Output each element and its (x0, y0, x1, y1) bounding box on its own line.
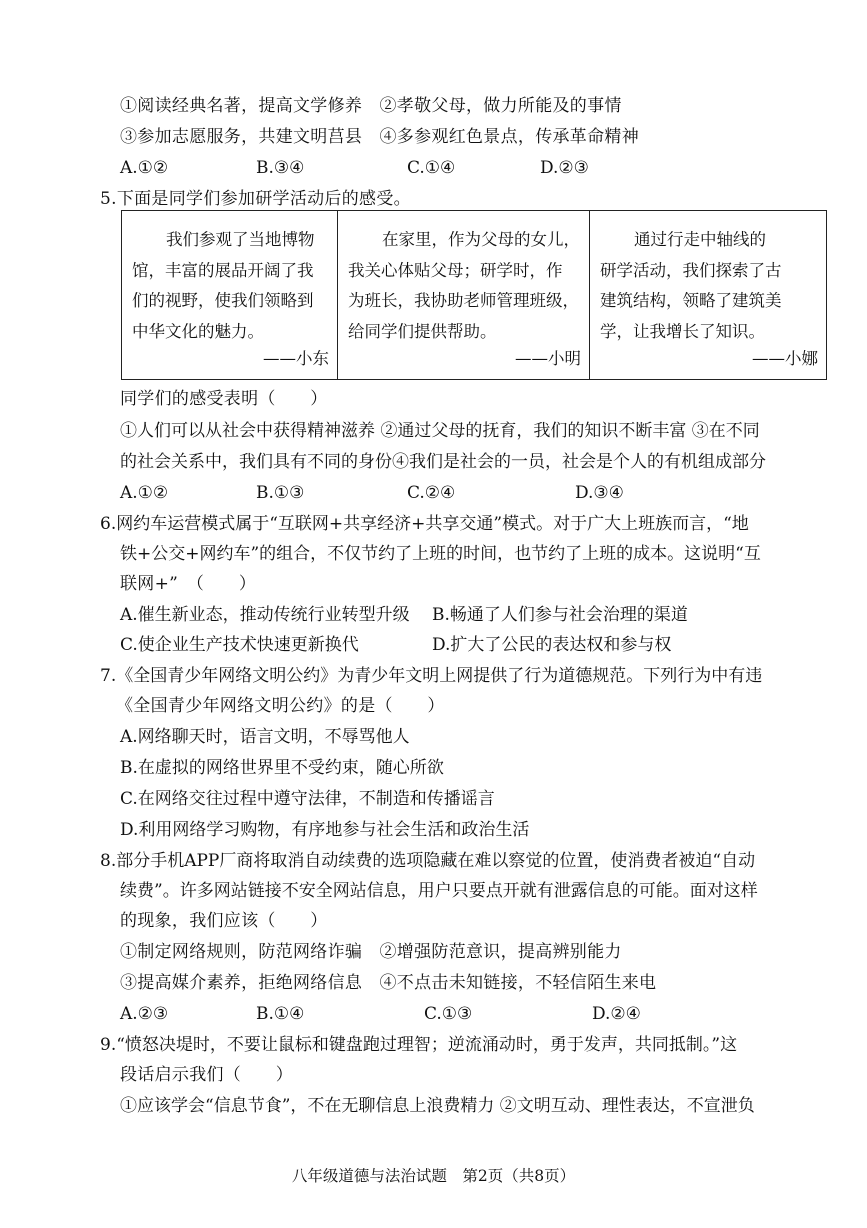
q4-choice-c: C.①④ (407, 158, 456, 178)
q5-options-line1: ①人们可以从社会中获得精神滋养 ②通过父母的抚育，我们的知识不断丰富 ③在不同 (120, 421, 760, 441)
q7-option-d: D.利用网络学习购物，有序地参与社会生活和政治生活 (120, 820, 530, 840)
q5-cell-xiaoming: 在家里，作为父母的女儿， 我关心体贴父母；研学时，作 为班长，我协助老师管理班级， 给同学们提供帮助。 ——小明 (338, 211, 590, 380)
q6-option-d: D.扩大了公民的表达权和参与权 (432, 635, 672, 655)
q5-cell-xiaodong: 我们参观了当地博物 馆，丰富的展品开阔了我 们的视野，使我们领略到 中华文化的魅力。 ——小东 (122, 211, 338, 380)
q5-cell-xiaona: 通过行走中轴线的 研学活动，我们探索了古 建筑结构，领略了建筑美 学，让我增长了知识。 ——小娜 (590, 211, 827, 380)
q7-option-a: A.网络聊天时，语言文明，不辱骂他人 (120, 727, 410, 747)
q6-stem-line2: 铁+公交+网约车”的组合，不仅节约了上班的时间，也节约了上班的成本。这说明“互 (120, 544, 761, 564)
q9-stem-line2: 段话启示我们（ ） (120, 1065, 293, 1085)
q7-option-c: C.在网络交往过程中遵守法律，不制造和传播谣言 (120, 789, 495, 809)
q8-choice-b: B.①④ (256, 1004, 305, 1024)
q8-stem-line2: 续费”。许多网站链接不安全网站信息，用户只要点开就有泄露信息的可能。面对这样 (120, 881, 758, 901)
q4-options-line1: ①阅读经典名著，提高文学修养 ②孝敬父母，做力所能及的事情 (120, 96, 622, 116)
q5-options-line2: 的社会关系中，我们具有不同的身份④我们是社会的一员，社会是个人的有机组成部分 (120, 452, 766, 472)
q9-stem-line1: 9.“愤怒决堤时，不要让鼠标和键盘跑过理智；逆流涌动时，勇于发声，共同抵制。”这 (100, 1035, 738, 1055)
q4-choice-d: D.②③ (540, 158, 589, 178)
q4-options-line2: ③参加志愿服务，共建文明莒县 ④多参观红色景点，传承革命精神 (120, 127, 639, 147)
q4-choice-b: B.③④ (256, 158, 305, 178)
q5-choice-d: D.③④ (575, 483, 624, 503)
q8-options-line2: ③提高媒介素养，拒绝网络信息 ④不点击未知链接，不轻信陌生来电 (120, 973, 657, 993)
q6-stem-line3: 联网+” （ ） (120, 574, 257, 594)
q8-choice-c: C.①③ (424, 1004, 473, 1024)
q5-author-xiaona: ——小娜 (752, 349, 818, 368)
q5-choice-b: B.①③ (256, 483, 305, 503)
q8-stem-line1: 8.部分手机APP厂商将取消自动续费的选项隐藏在难以察觉的位置，使消费者被迫“自动 (100, 851, 756, 871)
q5-experience-table (121, 210, 827, 380)
q8-choice-a: A.②③ (120, 1004, 169, 1024)
q8-choice-d: D.②④ (592, 1004, 641, 1024)
q8-options-line1: ①制定网络规则，防范网络诈骗 ②增强防范意识，提高辨别能力 (120, 942, 622, 962)
q7-option-b: B.在虚拟的网络世界里不受约束，随心所欲 (120, 758, 444, 778)
q7-stem-line1: 7.《全国青少年网络文明公约》为青少年文明上网提供了行为道德规范。下列行为中有违 (100, 666, 763, 686)
q4-choice-a: A.①② (120, 158, 169, 178)
q5-question: 同学们的感受表明（ ） (120, 389, 328, 409)
q8-stem-line3: 的现象，我们应该（ ） (120, 911, 328, 931)
q5-author-xiaodong: ——小东 (263, 349, 329, 368)
q5-choice-a: A.①② (120, 483, 169, 503)
q6-option-b: B.畅通了人们参与社会治理的渠道 (432, 605, 688, 625)
q5-choice-c: C.②④ (407, 483, 456, 503)
q6-option-c: C.使企业生产技术快速更新换代 (120, 635, 359, 655)
page-footer: 八年级道德与法治试题 第2页（共8页） (291, 1167, 576, 1185)
q5-stem: 5.下面是同学们参加研学活动后的感受。 (100, 189, 411, 209)
q6-stem-line1: 6.网约车运营模式属于“互联网+共享经济+共享交通”模式。对于广大上班族而言，“地 (100, 514, 749, 534)
q5-author-xiaoming: ——小明 (515, 349, 581, 368)
q9-options-line1: ①应该学会“信息节食”，不在无聊信息上浪费精力 ②文明互动、理性表达，不宣泄负 (120, 1096, 755, 1116)
q6-option-a: A.催生新业态，推动传统行业转型升级 (120, 605, 410, 625)
q7-stem-line2: 《全国青少年网络文明公约》的是（ ） (116, 696, 445, 716)
